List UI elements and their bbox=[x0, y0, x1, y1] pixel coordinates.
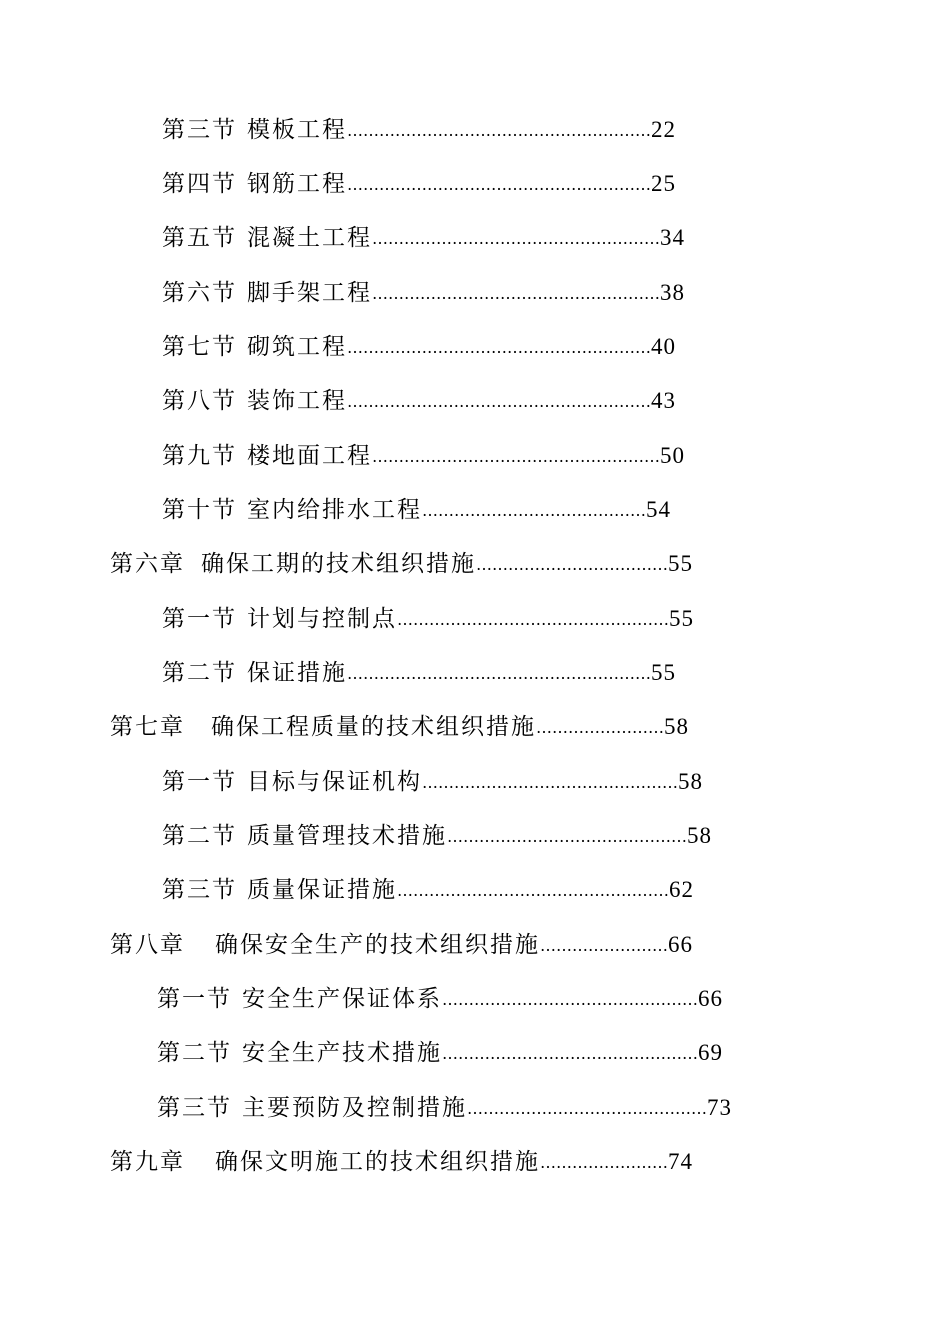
toc-entry-number: 第四节 bbox=[162, 171, 237, 197]
toc-entry-title: 目标与保证机构 bbox=[247, 769, 422, 795]
toc-entry-number: 第十节 bbox=[162, 497, 237, 523]
toc-entry-leader: ……………………………………… bbox=[447, 827, 687, 846]
toc-entry-title: 安全生产技术措施 bbox=[242, 1040, 442, 1066]
toc-entry-number: 第六章 bbox=[110, 551, 185, 577]
toc-entry-leader: ……………………………… bbox=[476, 555, 668, 574]
toc-entry-leader: ……………………………………………… bbox=[372, 229, 660, 248]
toc-entry-number: 第七章 bbox=[110, 714, 185, 740]
toc-entry-title: 确保工程质量的技术组织措施 bbox=[211, 714, 536, 740]
toc-entry-number: 第五节 bbox=[162, 225, 237, 251]
toc-entry-leader: ………………………………………………… bbox=[347, 175, 651, 194]
toc-entry-page: 34 bbox=[660, 225, 685, 250]
toc-entry-page: 58 bbox=[664, 714, 689, 739]
toc-entry-page: 66 bbox=[698, 986, 723, 1011]
toc-entry-title: 质量管理技术措施 bbox=[247, 823, 447, 849]
toc-entry-title: 确保文明施工的技术组织措施 bbox=[215, 1149, 540, 1175]
toc-entry-title: 钢筋工程 bbox=[247, 171, 347, 197]
toc-entry-page: 55 bbox=[668, 551, 693, 576]
toc-entry-page: 66 bbox=[668, 932, 693, 957]
toc-entry-leader: ……………………………………… bbox=[467, 1099, 707, 1118]
toc-entry-leader: ……………………………………………… bbox=[372, 284, 660, 303]
toc-entry[interactable] bbox=[162, 821, 712, 852]
toc-entry-page: 73 bbox=[707, 1095, 732, 1120]
toc-entry-title: 装饰工程 bbox=[247, 388, 347, 414]
toc-entry-number: 第六节 bbox=[162, 280, 237, 306]
toc-entry-title: 模板工程 bbox=[247, 117, 347, 143]
toc-entry-leader: …………………………………… bbox=[422, 501, 646, 520]
toc-entry-leader: ………………………………………… bbox=[442, 990, 698, 1009]
toc-entry-title: 计划与控制点 bbox=[247, 606, 397, 632]
toc-entry[interactable] bbox=[162, 658, 676, 689]
toc-entry[interactable] bbox=[162, 386, 676, 417]
toc-entry-number: 第八节 bbox=[162, 388, 237, 414]
toc-entry[interactable] bbox=[157, 1093, 732, 1124]
toc-entry-title: 质量保证措施 bbox=[247, 877, 397, 903]
toc-entry-page: 55 bbox=[651, 660, 676, 685]
toc-entry-number: 第二节 bbox=[157, 1040, 232, 1066]
toc-entry-leader: …………………………………………… bbox=[397, 610, 669, 629]
toc-entry-number: 第三节 bbox=[162, 117, 237, 143]
toc-entry-leader: …………………… bbox=[536, 718, 664, 737]
toc-entry-title: 安全生产保证体系 bbox=[242, 986, 442, 1012]
toc-entry-page: 58 bbox=[687, 823, 712, 848]
toc-entry-leader: ………………………………………………… bbox=[347, 664, 651, 683]
toc-entry-title: 主要预防及控制措施 bbox=[242, 1095, 467, 1121]
toc-entry[interactable] bbox=[110, 1147, 693, 1178]
toc-entry-title: 混凝土工程 bbox=[247, 225, 372, 251]
toc-entry[interactable] bbox=[162, 875, 694, 906]
toc-entry[interactable] bbox=[157, 1038, 723, 1069]
toc-entry[interactable] bbox=[162, 115, 676, 146]
toc-entry-title: 砌筑工程 bbox=[247, 334, 347, 360]
toc-entry-title: 楼地面工程 bbox=[247, 443, 372, 469]
toc-entry[interactable] bbox=[110, 712, 689, 743]
toc-entry-number: 第三节 bbox=[157, 1095, 232, 1121]
toc-entry-leader: ………………………………………………… bbox=[347, 338, 651, 357]
toc-entry-number: 第九节 bbox=[162, 443, 237, 469]
toc-entry[interactable] bbox=[162, 604, 694, 635]
toc-entry-title: 确保工期的技术组织措施 bbox=[201, 551, 476, 577]
toc-entry[interactable] bbox=[162, 767, 703, 798]
toc-entry-title: 脚手架工程 bbox=[247, 280, 372, 306]
toc-entry-page: 55 bbox=[669, 606, 694, 631]
toc-entry-number: 第一节 bbox=[162, 769, 237, 795]
toc-entry-leader: …………………… bbox=[540, 1153, 668, 1172]
toc-entry-leader: ……………………………………………… bbox=[372, 447, 660, 466]
toc-entry-number: 第三节 bbox=[162, 877, 237, 903]
toc-entry[interactable] bbox=[162, 332, 676, 363]
toc-entry-number: 第二节 bbox=[162, 823, 237, 849]
toc-entry-page: 74 bbox=[668, 1149, 693, 1174]
toc-entry-page: 62 bbox=[669, 877, 694, 902]
toc-entry[interactable] bbox=[162, 223, 685, 254]
toc-entry-page: 54 bbox=[646, 497, 671, 522]
toc-entry-leader: ………………………………………………… bbox=[347, 392, 651, 411]
toc-entry-leader: …………………………………………… bbox=[397, 881, 669, 900]
toc-entry-number: 第二节 bbox=[162, 660, 237, 686]
toc-entry[interactable] bbox=[162, 278, 685, 309]
toc-entry-leader: …………………… bbox=[540, 936, 668, 955]
toc-entry-leader: ………………………………………… bbox=[442, 1044, 698, 1063]
toc-entry-page: 22 bbox=[651, 117, 676, 142]
toc-entry-page: 69 bbox=[698, 1040, 723, 1065]
toc-entry-title: 室内给排水工程 bbox=[247, 497, 422, 523]
toc-entry[interactable] bbox=[162, 441, 685, 472]
toc-entry[interactable] bbox=[162, 169, 676, 200]
toc-entry-page: 40 bbox=[651, 334, 676, 359]
toc-entry-number: 第九章 bbox=[110, 1149, 185, 1175]
toc-entry[interactable] bbox=[110, 930, 693, 961]
toc-entry-number: 第八章 bbox=[110, 932, 185, 958]
toc-entry-number: 第一节 bbox=[157, 986, 232, 1012]
toc-entry[interactable] bbox=[157, 984, 723, 1015]
toc-entry-number: 第七节 bbox=[162, 334, 237, 360]
toc-entry-page: 50 bbox=[660, 443, 685, 468]
toc-entry-leader: ………………………………………………… bbox=[347, 121, 651, 140]
toc-entry-page: 43 bbox=[651, 388, 676, 413]
toc-entry-title: 确保安全生产的技术组织措施 bbox=[215, 932, 540, 958]
toc-entry-page: 38 bbox=[660, 280, 685, 305]
toc-entry-leader: ………………………………………… bbox=[422, 773, 678, 792]
toc-entry[interactable] bbox=[110, 549, 693, 580]
toc-entry-page: 25 bbox=[651, 171, 676, 196]
toc-entry-title: 保证措施 bbox=[247, 660, 347, 686]
toc-entry-page: 58 bbox=[678, 769, 703, 794]
toc-entry-number: 第一节 bbox=[162, 606, 237, 632]
toc-entry[interactable] bbox=[162, 495, 671, 526]
